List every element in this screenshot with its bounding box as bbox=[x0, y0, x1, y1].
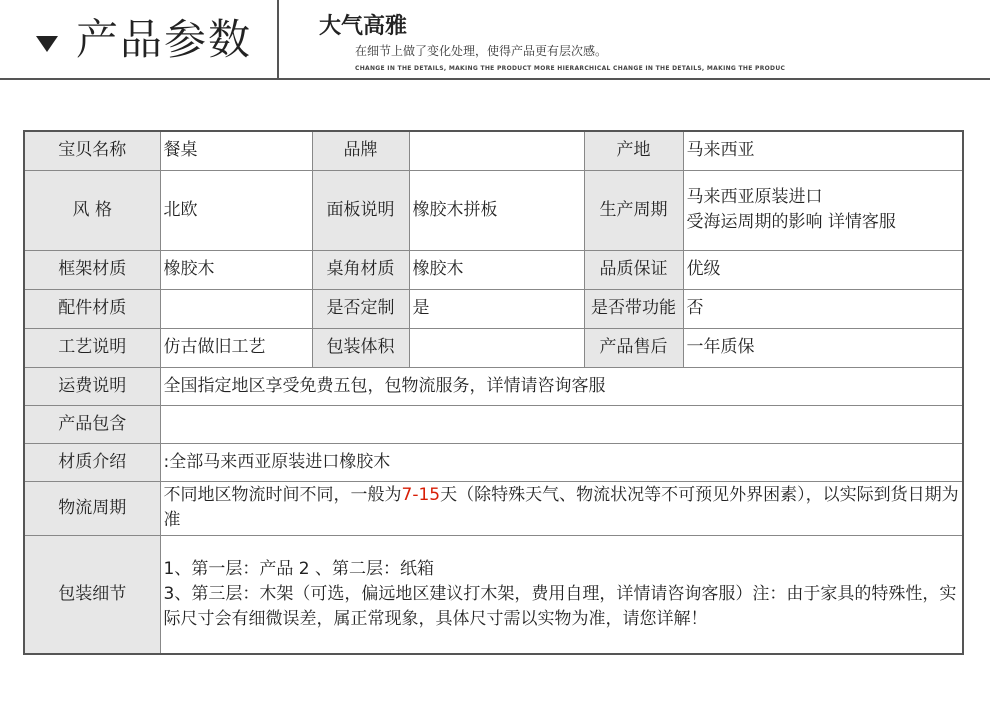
section-header bbox=[0, 0, 990, 80]
param-value: 橡胶木 bbox=[409, 250, 584, 289]
param-label: 工艺说明 bbox=[24, 328, 160, 367]
param-label: 配件材质 bbox=[24, 289, 160, 328]
param-label: 产品售后 bbox=[584, 328, 683, 367]
packaging-line: 1、第一层：产品 2 、第二层：纸箱 bbox=[163, 558, 434, 579]
section-title: 产品参数 bbox=[76, 15, 253, 64]
table-row bbox=[24, 481, 963, 535]
param-label: 材质介绍 bbox=[24, 443, 160, 481]
packaging-line: 3、第三层：木架（可选，偏远地区建议打木架，费用自理，详情请咨询客服）注：由于家具的特殊性，实际尺寸会有细微误差，属正常现象，具体尺寸需以实物为准，请您详解！ bbox=[163, 583, 957, 629]
table-row bbox=[24, 250, 963, 289]
table-row bbox=[24, 289, 963, 328]
table-row bbox=[24, 443, 963, 481]
param-label: 风 格 bbox=[24, 170, 160, 250]
param-label: 品质保证 bbox=[584, 250, 683, 289]
param-value: 橡胶木 bbox=[160, 250, 312, 289]
param-label: 包装细节 bbox=[24, 535, 160, 654]
param-value-line: 马来西亚原装进口 bbox=[686, 187, 823, 207]
slogan-title: 大气高雅 bbox=[319, 14, 408, 39]
param-value bbox=[409, 131, 584, 170]
param-value: 是 bbox=[409, 289, 584, 328]
slogan-english: CHANGE IN THE DETAILS, MAKING THE PRODUCT MORE HIERARCHICAL CHANGE IN THE DETAILS, MAKING THE PRODUC bbox=[355, 65, 786, 72]
param-label: 框架材质 bbox=[24, 250, 160, 289]
param-value: 优级 bbox=[683, 250, 963, 289]
logistics-text: 不同地区物流时间不同，一般为 bbox=[163, 485, 402, 505]
param-value bbox=[160, 535, 963, 654]
section-title-block bbox=[0, 0, 279, 80]
param-label: 宝贝名称 bbox=[24, 131, 160, 170]
triangle-down-icon bbox=[36, 36, 58, 52]
param-value: 全国指定地区享受免费五包，包物流服务，详情请咨询客服 bbox=[160, 367, 963, 405]
product-params-table bbox=[23, 130, 964, 655]
param-value: 否 bbox=[683, 289, 963, 328]
param-label: 品牌 bbox=[312, 131, 409, 170]
param-value bbox=[683, 170, 963, 250]
param-value bbox=[160, 289, 312, 328]
param-label: 运费说明 bbox=[24, 367, 160, 405]
param-value: 一年质保 bbox=[683, 328, 963, 367]
param-value: 橡胶木拼板 bbox=[409, 170, 584, 250]
table-row bbox=[24, 328, 963, 367]
param-value bbox=[160, 481, 963, 535]
slogan-subtitle: 在细节上做了变化处理，使得产品更有层次感。 bbox=[355, 44, 608, 58]
table-row bbox=[24, 170, 963, 250]
table-row bbox=[24, 367, 963, 405]
table-row bbox=[24, 131, 963, 170]
table-row bbox=[24, 405, 963, 443]
logistics-days: 7-15 bbox=[401, 485, 441, 505]
param-value: 马来西亚 bbox=[683, 131, 963, 170]
param-label: 物流周期 bbox=[24, 481, 160, 535]
param-label: 包装体积 bbox=[312, 328, 409, 367]
logistics-text: 天（除特殊天气、物流状况等不可预见外界困素），以实际到货日期为准 bbox=[163, 485, 959, 530]
param-label: 桌角材质 bbox=[312, 250, 409, 289]
slogan-block bbox=[279, 0, 990, 80]
param-value: 北欧 bbox=[160, 170, 312, 250]
param-value bbox=[160, 405, 963, 443]
param-value: 仿古做旧工艺 bbox=[160, 328, 312, 367]
table-row bbox=[24, 535, 963, 654]
param-label: 产地 bbox=[584, 131, 683, 170]
param-label: 是否带功能 bbox=[584, 289, 683, 328]
param-label: 生产周期 bbox=[584, 170, 683, 250]
param-value: 餐桌 bbox=[160, 131, 312, 170]
param-label: 产品包含 bbox=[24, 405, 160, 443]
param-value-line: 受海运周期的影响 详情客服 bbox=[686, 212, 896, 232]
param-value bbox=[409, 328, 584, 367]
param-value: :全部马来西亚原装进口橡胶木 bbox=[160, 443, 963, 481]
param-label: 面板说明 bbox=[312, 170, 409, 250]
param-label: 是否定制 bbox=[312, 289, 409, 328]
